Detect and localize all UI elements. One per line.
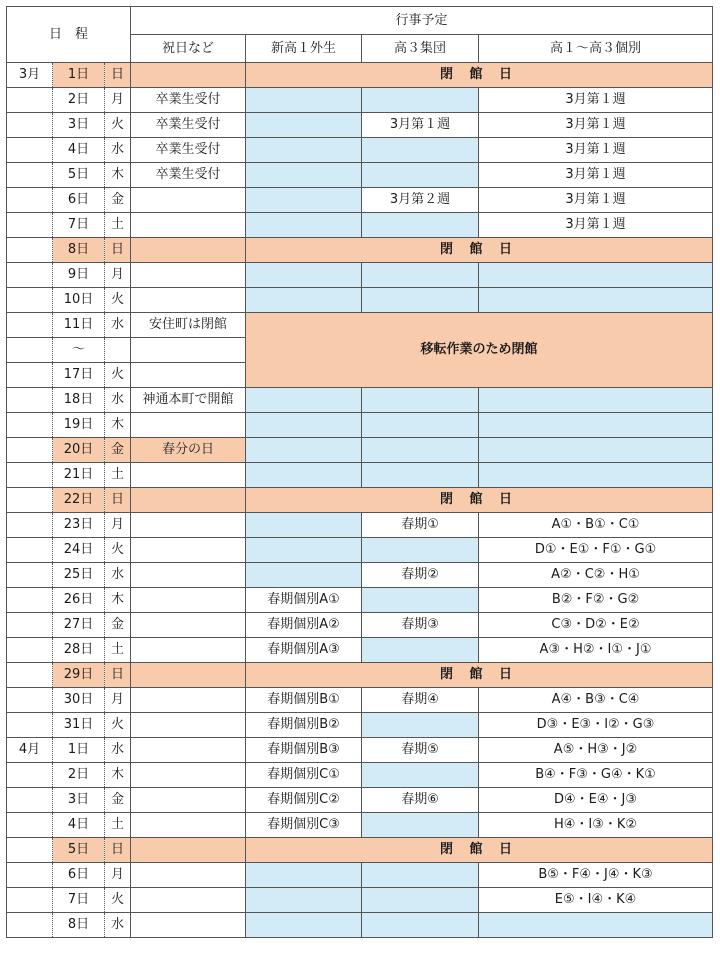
new-first-year-cell [246, 163, 362, 188]
third-year-group-cell [362, 813, 479, 838]
closed-day-label: 閉 館 日 [246, 238, 713, 263]
table-row [7, 613, 713, 638]
day-cell: 17日 [53, 363, 105, 388]
holiday-cell [131, 363, 246, 388]
table-row [7, 313, 713, 338]
holiday-cell [131, 463, 246, 488]
day-cell: 5日 [53, 838, 105, 863]
holiday-cell [131, 613, 246, 638]
holiday-cell [131, 763, 246, 788]
third-year-group-cell: 春期② [362, 563, 479, 588]
table-row [7, 663, 713, 688]
month-cell [7, 163, 53, 188]
weekday-cell: 土 [105, 463, 131, 488]
month-cell [7, 763, 53, 788]
weekday-cell: 木 [105, 588, 131, 613]
third-year-group-cell [362, 213, 479, 238]
individual-cell: H④・I③・K② [479, 813, 713, 838]
third-year-group-cell [362, 463, 479, 488]
third-year-group-cell [362, 88, 479, 113]
individual-cell: D①・E①・F①・G① [479, 538, 713, 563]
individual-cell: C③・D②・E② [479, 613, 713, 638]
day-cell: 4日 [53, 813, 105, 838]
third-year-group-cell [362, 413, 479, 438]
day-cell: 26日 [53, 588, 105, 613]
holiday-cell [131, 63, 246, 88]
month-cell [7, 638, 53, 663]
new-first-year-cell [246, 213, 362, 238]
month-cell [7, 413, 53, 438]
holiday-cell [131, 713, 246, 738]
month-cell [7, 288, 53, 313]
month-cell [7, 713, 53, 738]
weekday-cell: 日 [105, 838, 131, 863]
table-row [7, 763, 713, 788]
third-year-group-cell: 3月第２週 [362, 188, 479, 213]
weekday-cell: 火 [105, 363, 131, 388]
third-year-group-cell [362, 138, 479, 163]
weekday-cell: 日 [105, 488, 131, 513]
table-row [7, 438, 713, 463]
individual-cell: 3月第１週 [479, 188, 713, 213]
new-first-year-cell [246, 438, 362, 463]
individual-cell [479, 463, 713, 488]
third-year-group-cell [362, 913, 479, 938]
third-year-group-cell [362, 263, 479, 288]
new-first-year-cell: 春期個別A② [246, 613, 362, 638]
holiday-cell [131, 663, 246, 688]
table-row [7, 588, 713, 613]
new-first-year-cell [246, 138, 362, 163]
holiday-cell: 春分の日 [131, 438, 246, 463]
day-cell: 1日 [53, 738, 105, 763]
table-row [7, 738, 713, 763]
new-first-year-cell [246, 538, 362, 563]
weekday-cell: 木 [105, 413, 131, 438]
holiday-cell [131, 888, 246, 913]
table-row [7, 813, 713, 838]
table-row [7, 838, 713, 863]
new-first-year-cell: 春期個別C② [246, 788, 362, 813]
individual-cell: 3月第１週 [479, 88, 713, 113]
header-row-1 [7, 7, 713, 35]
holiday-cell [131, 513, 246, 538]
closed-day-label: 閉 館 日 [246, 838, 713, 863]
day-cell: 19日 [53, 413, 105, 438]
new-first-year-cell: 春期個別B③ [246, 738, 362, 763]
third-year-group-cell [362, 638, 479, 663]
day-cell: 20日 [53, 438, 105, 463]
holiday-cell [131, 538, 246, 563]
new-first-year-cell: 春期個別B① [246, 688, 362, 713]
individual-cell: 3月第１週 [479, 213, 713, 238]
month-cell [7, 513, 53, 538]
day-cell: 4日 [53, 138, 105, 163]
table-row [7, 88, 713, 113]
table-row [7, 238, 713, 263]
individual-cell: A②・C②・H① [479, 563, 713, 588]
new-first-year-cell: 春期個別C① [246, 763, 362, 788]
holiday-cell [131, 238, 246, 263]
new-first-year-cell [246, 513, 362, 538]
closed-day-label: 閉 館 日 [246, 488, 713, 513]
schedule-header: 日 程 [7, 7, 131, 63]
month-cell: 4月 [7, 738, 53, 763]
third-year-group-cell: 春期④ [362, 688, 479, 713]
weekday-cell: 金 [105, 188, 131, 213]
month-cell [7, 488, 53, 513]
weekday-cell: 火 [105, 113, 131, 138]
weekday-cell: 土 [105, 813, 131, 838]
table-row [7, 713, 713, 738]
third-year-group-cell [362, 163, 479, 188]
weekday-cell: 水 [105, 138, 131, 163]
individual-cell: A①・B①・C① [479, 513, 713, 538]
individual-cell [479, 413, 713, 438]
table-row [7, 463, 713, 488]
weekday-cell: 月 [105, 88, 131, 113]
holiday-cell [131, 788, 246, 813]
holiday-cell [131, 488, 246, 513]
table-row [7, 788, 713, 813]
weekday-cell: 月 [105, 863, 131, 888]
weekday-cell: 水 [105, 313, 131, 338]
month-cell [7, 438, 53, 463]
third-year-group-cell [362, 763, 479, 788]
holiday-cell: 卒業生受付 [131, 163, 246, 188]
new-first-year-cell [246, 913, 362, 938]
weekday-cell: 土 [105, 213, 131, 238]
new-first-year-cell [246, 88, 362, 113]
weekday-cell: 金 [105, 438, 131, 463]
third-year-group-cell: 3月第１週 [362, 113, 479, 138]
new-first-year-column-header: 新高１外生 [246, 35, 362, 63]
day-cell: 3日 [53, 113, 105, 138]
relocation-closed-label: 移転作業のため閉館 [246, 313, 713, 388]
holiday-cell [131, 588, 246, 613]
third-year-group-cell [362, 713, 479, 738]
individual-cell: B④・F③・G④・K① [479, 763, 713, 788]
table-row [7, 288, 713, 313]
individual-cell: B⑤・F④・J④・K③ [479, 863, 713, 888]
table-row [7, 513, 713, 538]
individual-cell [479, 388, 713, 413]
month-cell [7, 663, 53, 688]
new-first-year-cell: 春期個別B② [246, 713, 362, 738]
weekday-cell: 火 [105, 713, 131, 738]
holiday-cell [131, 338, 246, 363]
month-cell [7, 138, 53, 163]
weekday-cell: 日 [105, 238, 131, 263]
individual-cell: A⑤・H③・J② [479, 738, 713, 763]
holiday-column-header: 祝日など [131, 35, 246, 63]
third-year-group-cell [362, 288, 479, 313]
new-first-year-cell [246, 113, 362, 138]
holiday-cell [131, 738, 246, 763]
third-year-group-cell [362, 588, 479, 613]
table-row [7, 638, 713, 663]
day-cell: 10日 [53, 288, 105, 313]
month-cell [7, 238, 53, 263]
month-cell [7, 563, 53, 588]
holiday-cell [131, 838, 246, 863]
third-year-group-cell [362, 888, 479, 913]
third-year-group-cell: 春期① [362, 513, 479, 538]
weekday-cell: 月 [105, 513, 131, 538]
day-cell: ～ [53, 338, 105, 363]
closed-day-label: 閉 館 日 [246, 63, 713, 88]
holiday-cell: 卒業生受付 [131, 88, 246, 113]
holiday-cell [131, 288, 246, 313]
table-row [7, 188, 713, 213]
month-cell [7, 538, 53, 563]
month-cell [7, 388, 53, 413]
holiday-cell [131, 638, 246, 663]
table-row [7, 388, 713, 413]
new-first-year-cell [246, 463, 362, 488]
month-cell [7, 263, 53, 288]
month-cell [7, 913, 53, 938]
table-row [7, 538, 713, 563]
month-cell [7, 838, 53, 863]
individual-cell: 3月第１週 [479, 113, 713, 138]
weekday-cell: 火 [105, 888, 131, 913]
individual-cell [479, 438, 713, 463]
third-year-group-cell: 春期⑤ [362, 738, 479, 763]
month-cell [7, 338, 53, 363]
individual-cell: E⑤・I④・K④ [479, 888, 713, 913]
new-first-year-cell [246, 413, 362, 438]
month-cell [7, 88, 53, 113]
table-row [7, 138, 713, 163]
month-cell [7, 788, 53, 813]
weekday-cell: 月 [105, 688, 131, 713]
holiday-cell [131, 863, 246, 888]
weekday-cell: 水 [105, 388, 131, 413]
day-cell: 5日 [53, 163, 105, 188]
day-cell: 2日 [53, 763, 105, 788]
individual-cell: A③・H②・I①・J① [479, 638, 713, 663]
individual-cell: B②・F②・G② [479, 588, 713, 613]
day-cell: 24日 [53, 538, 105, 563]
day-cell: 18日 [53, 388, 105, 413]
day-cell: 25日 [53, 563, 105, 588]
weekday-cell: 土 [105, 638, 131, 663]
day-cell: 30日 [53, 688, 105, 713]
individual-cell [479, 288, 713, 313]
weekday-cell: 金 [105, 613, 131, 638]
table-row [7, 888, 713, 913]
weekday-cell: 水 [105, 913, 131, 938]
table-row [7, 63, 713, 88]
month-cell [7, 613, 53, 638]
day-cell: 3日 [53, 788, 105, 813]
individual-cell [479, 913, 713, 938]
individual-cell: 3月第１週 [479, 163, 713, 188]
holiday-cell [131, 813, 246, 838]
new-first-year-cell [246, 263, 362, 288]
individual-cell [479, 263, 713, 288]
holiday-cell [131, 913, 246, 938]
table-row [7, 688, 713, 713]
day-cell: 8日 [53, 238, 105, 263]
third-year-group-cell [362, 538, 479, 563]
holiday-cell [131, 188, 246, 213]
day-cell: 9日 [53, 263, 105, 288]
third-year-group-cell: 春期③ [362, 613, 479, 638]
month-cell [7, 588, 53, 613]
new-first-year-cell: 春期個別A③ [246, 638, 362, 663]
new-first-year-cell: 春期個別C③ [246, 813, 362, 838]
closed-day-label: 閉 館 日 [246, 663, 713, 688]
table-row [7, 263, 713, 288]
month-cell [7, 888, 53, 913]
month-cell [7, 188, 53, 213]
table-row [7, 863, 713, 888]
day-cell: 2日 [53, 88, 105, 113]
month-cell [7, 213, 53, 238]
events-header: 行事予定 [131, 7, 713, 35]
individual-column-header: 高１～高３個別 [479, 35, 713, 63]
third-year-group-cell [362, 863, 479, 888]
holiday-cell: 神通本町で開館 [131, 388, 246, 413]
day-cell: 31日 [53, 713, 105, 738]
weekday-cell: 火 [105, 538, 131, 563]
day-cell: 11日 [53, 313, 105, 338]
day-cell: 28日 [53, 638, 105, 663]
new-first-year-cell: 春期個別A① [246, 588, 362, 613]
table-row [7, 213, 713, 238]
weekday-cell [105, 338, 131, 363]
weekday-cell: 木 [105, 763, 131, 788]
table-row [7, 163, 713, 188]
table-row [7, 488, 713, 513]
schedule-table [6, 6, 713, 938]
table-row [7, 413, 713, 438]
day-cell: 27日 [53, 613, 105, 638]
weekday-cell: 金 [105, 788, 131, 813]
new-first-year-cell [246, 188, 362, 213]
new-first-year-cell [246, 288, 362, 313]
table-row [7, 913, 713, 938]
day-cell: 1日 [53, 63, 105, 88]
day-cell: 7日 [53, 888, 105, 913]
weekday-cell: 水 [105, 563, 131, 588]
holiday-cell [131, 688, 246, 713]
day-cell: 22日 [53, 488, 105, 513]
day-cell: 8日 [53, 913, 105, 938]
day-cell: 6日 [53, 863, 105, 888]
weekday-cell: 日 [105, 63, 131, 88]
new-first-year-cell [246, 563, 362, 588]
holiday-cell: 卒業生受付 [131, 138, 246, 163]
holiday-cell [131, 563, 246, 588]
weekday-cell: 日 [105, 663, 131, 688]
holiday-cell [131, 213, 246, 238]
third-year-group-cell: 春期⑥ [362, 788, 479, 813]
individual-cell: 3月第１週 [479, 138, 713, 163]
month-cell [7, 113, 53, 138]
third-year-group-cell [362, 438, 479, 463]
day-cell: 29日 [53, 663, 105, 688]
individual-cell: D③・E③・I②・G③ [479, 713, 713, 738]
weekday-cell: 水 [105, 738, 131, 763]
day-cell: 21日 [53, 463, 105, 488]
individual-cell: A④・B③・C④ [479, 688, 713, 713]
month-cell [7, 363, 53, 388]
day-cell: 6日 [53, 188, 105, 213]
third-year-group-cell [362, 388, 479, 413]
weekday-cell: 火 [105, 288, 131, 313]
weekday-cell: 木 [105, 163, 131, 188]
table-row [7, 113, 713, 138]
month-cell: 3月 [7, 63, 53, 88]
new-first-year-cell [246, 888, 362, 913]
holiday-cell: 卒業生受付 [131, 113, 246, 138]
weekday-cell: 月 [105, 263, 131, 288]
month-cell [7, 863, 53, 888]
third-year-group-column-header: 高３集団 [362, 35, 479, 63]
new-first-year-cell [246, 863, 362, 888]
holiday-cell [131, 263, 246, 288]
day-cell: 23日 [53, 513, 105, 538]
individual-cell: D④・E④・J③ [479, 788, 713, 813]
month-cell [7, 813, 53, 838]
new-first-year-cell [246, 388, 362, 413]
month-cell [7, 688, 53, 713]
month-cell [7, 463, 53, 488]
holiday-cell: 安住町は閉館 [131, 313, 246, 338]
table-row [7, 563, 713, 588]
holiday-cell [131, 413, 246, 438]
day-cell: 7日 [53, 213, 105, 238]
month-cell [7, 313, 53, 338]
